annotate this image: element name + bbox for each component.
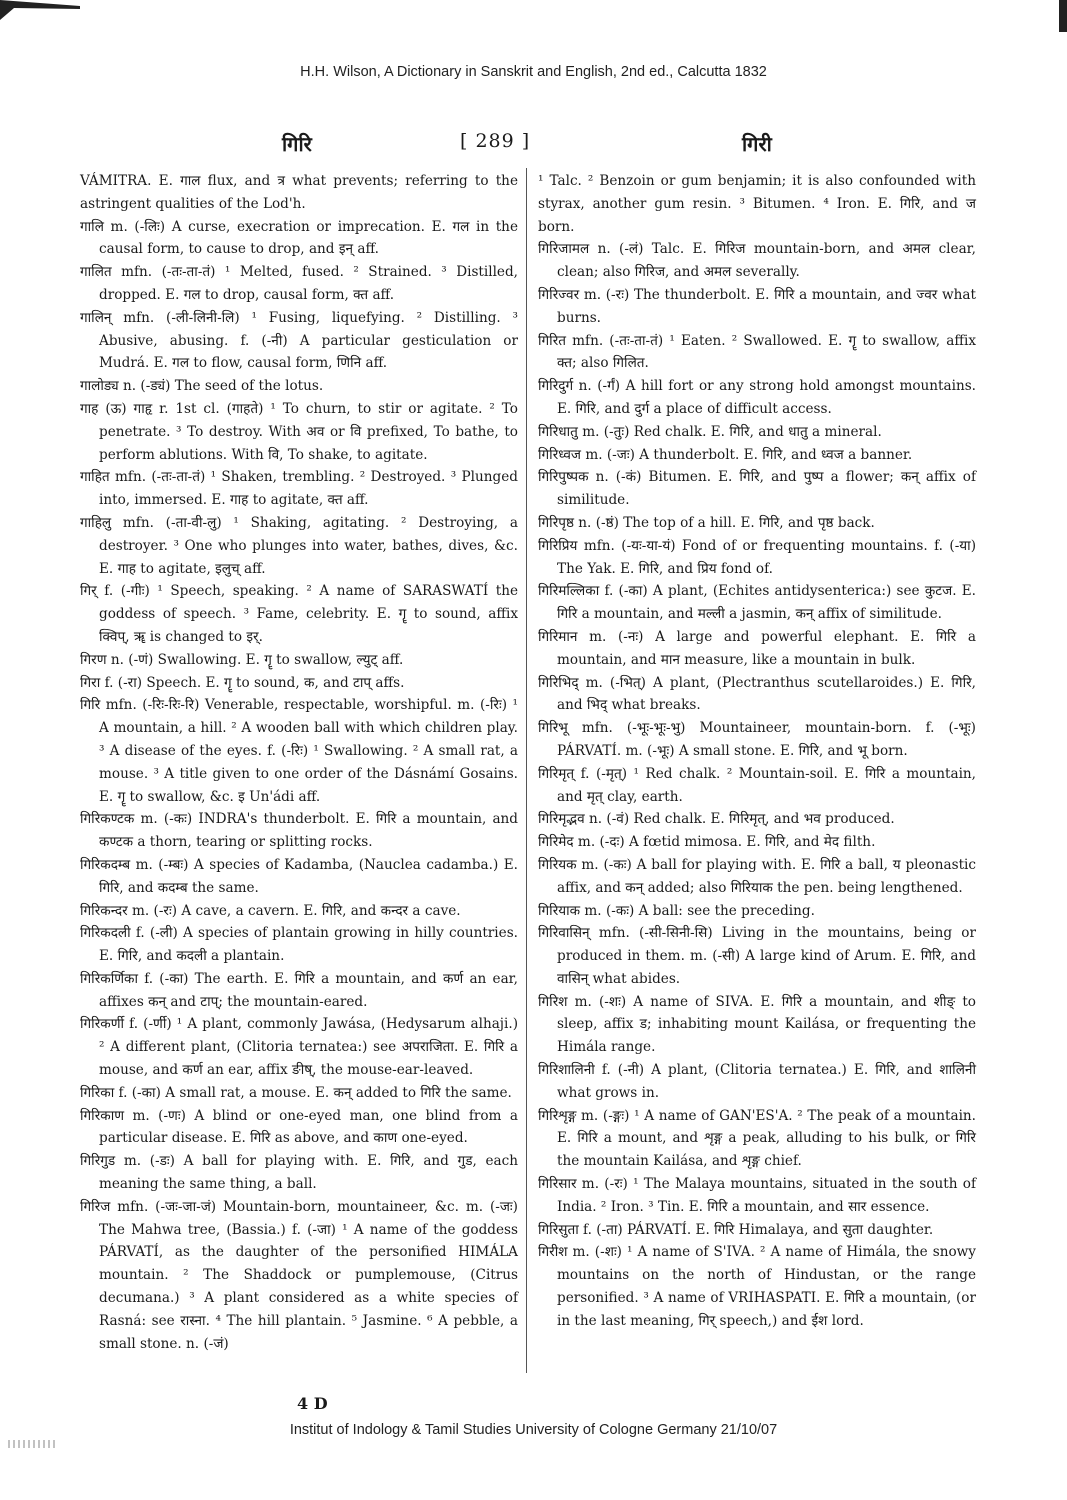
dictionary-entry: गिरिकाण m. (-णः) A blind or one-eyed man, one blind from a particular disease. E. गिरि as above, and काण one-eyed.	[80, 1107, 518, 1147]
dictionary-entry: गिरित mfn. (-तः-ता-तं) ¹ Eaten. ² Swallowed. E. गॄ to swallow, affix क्त; also गिलित.	[538, 332, 976, 372]
scan-smudge	[8, 1440, 58, 1448]
footer-citation: Institut of Indology & Tamil Studies University of Cologne Germany 21/10/07	[289, 1422, 778, 1438]
dictionary-entry: गिरिमेद m. (-दः) A fœtid mimosa. E. गिरि, and मेद filth.	[538, 834, 876, 851]
dictionary-entry: गिरिश m. (-शः) A name of SIVA. E. गिरि a mountain, and शीङ् to sleep, affix ड; inhabiting mount Kailása, or frequenting the Himála range.	[538, 993, 976, 1056]
dictionary-entry: गिरिध्वज m. (-जः) A thunderbolt. E. गिरि, and ध्वज a banner.	[538, 446, 913, 463]
scan-edge-mark	[1059, 0, 1067, 32]
dictionary-entry: गिरिमान m. (-नः) A large and powerful elephant. E. गिरि a mountain, and मान measure, like a mountain in bulk.	[538, 628, 976, 668]
dictionary-entry: गिरियाक m. (-कः) A ball: see the preceding.	[538, 902, 815, 919]
dictionary-entry: गिरिपुष्पक n. (-कं) Bitumen. E. गिरि, and पुष्प a flower; कन् affix of similitude.	[538, 469, 976, 509]
right-column	[538, 170, 976, 1333]
dictionary-entry: गिरिपृष्ठ n. (-ष्ठं) The top of a hill. E. गिरि, and पृष्ठ back.	[538, 514, 875, 531]
dictionary-entry: गिरिमृत् f. (-मृत्) ¹ Red chalk. ² Mountain-soil. E. गिरि a mountain, and मृत् clay, earth.	[538, 765, 976, 805]
dictionary-entry: गिरिमल्लिका f. (-का) A plant, (Echites antidysenterica:) see कुटज. E. गिरि a mountain, and मल्ली a jasmin, कन् affix of similitude.	[538, 583, 976, 623]
dictionary-entry: गिरिसुता f. (-ता) PÁRVATÍ. E. गिरि Himalaya, and सुता daughter.	[538, 1221, 934, 1238]
dictionary-entry: गिरि mfn. (-रिः-रिः-रि) Venerable, respectable, worshipful. m. (-रिः) ¹ A mountain, a hill. ² A wooden ball with which children play. ³ A disease of the eyes. f. (-रिः) ¹ Swallowing. ² A small rat, a mouse. ³ A title given to one order of the Dásnámí Gosains. E. गॄ to swallow, &c. इ Un'ádi aff.	[80, 697, 518, 805]
dictionary-entry: गिरिशालिनी f. (-नी) A plant, (Clitoria ternatea.) E. गिरि, and शालिनी what grows in.	[538, 1062, 976, 1101]
header-left-word: गिरि	[282, 132, 312, 156]
dictionary-entry: गिरिगुड m. (-डः) A ball for playing with. E. गिरि, and गुड, each meaning the same thing, a ball.	[80, 1153, 518, 1193]
source-citation: H.H. Wilson, A Dictionary in Sanskrit and English, 2nd ed., Calcutta 1832	[300, 64, 767, 80]
dictionary-entry: गिरिवासिन् mfn. (-सी-सिनी-सि) Living in the mountains, being or produced in them. m. (-सी) A large kind of Arum. E. गिरि, and वासिन् what abides.	[538, 925, 976, 987]
column-divider	[526, 168, 527, 1373]
dictionary-entry: गिरिकर्णिका f. (-का) The earth. E. गिरि a mountain, and कर्ण an ear, affixes कन् and टाप्; the mountain-eared.	[80, 970, 518, 1010]
dictionary-entry: गिरिकर्णी f. (-र्णी) ¹ A plant, commonly Jawása, (Hedysarum alhaji.) ² A different plant, (Clitoria ternatea:) see अपराजिता. E. गिरि a mouse, and कर्ण an ear, affix ङीष्, the mouse-ear-leaved.	[80, 1016, 518, 1079]
dictionary-entry: गिरिभू mfn. (-भूः-भूः-भु) Mountaineer, mountain-born. f. (-भूः) PÁRVATÍ. m. (-भूः) A small stone. E. गिरि, and भू born.	[538, 720, 976, 759]
dictionary-entry: गाह (ऊ) गाहृ r. 1st cl. (गाहते) ¹ To churn, to stir or agitate. ² To penetrate. ³ To destroy. With अव or वि prefixed, To bathe, to perform ablutions. With वि, To shake, to agitate.	[80, 400, 518, 463]
dictionary-entry: गिरिकदम्ब m. (-म्बः) A species of Kadamba, (Nauclea cadamba.) E. गिरि, and कदम्ब the same.	[80, 856, 518, 896]
dictionary-entry: ¹ Talc. ² Benzoin or gum benjamin; it is also confounded with styrax, another gum resin. ³ Bitumen. ⁴ Iron. E. गिरि, and ज born.	[538, 173, 976, 235]
dictionary-entry: गिरिज्वर m. (-रः) The thunderbolt. E. गिरि a mountain, and ज्वर what burns.	[538, 286, 976, 326]
dictionary-entry: गाहिलु mfn. (-ता-वी-लु) ¹ Shaking, agitating. ² Destroying, a destroyer. ³ One who plunges into water, bathes, dives, &c. E. गाह to agitate, इलुच् aff.	[80, 514, 518, 577]
dictionary-entry: गालित mfn. (-तः-ता-तं) ¹ Melted, fused. ² Strained. ³ Distilled, dropped. E. गल to drop, causal form, क्त aff.	[80, 264, 518, 303]
dictionary-entry: गिरिधातु m. (-तुः) Red chalk. E. गिरि, and धातु a mineral.	[538, 423, 882, 440]
dictionary-entry: गाहित mfn. (-तः-ता-तं) ¹ Shaken, trembling. ² Destroyed. ³ Plunged into, immersed. E. गाह to agitate, क्त aff.	[80, 469, 518, 509]
dictionary-entry: गिरिकण्टक m. (-कः) INDRA's thunderbolt. E. गिरि a mountain, and कण्टक a thorn, tearing or splitting rocks.	[80, 811, 518, 851]
dictionary-entry: गिरिसार m. (-रः) ¹ The Malaya mountains, situated in the south of India. ² Iron. ³ Tin. E. गिरि a mountain, and सार essence.	[538, 1176, 976, 1215]
dictionary-entry: गिरिदुर्ग n. (-र्गं) A hill fort or any strong hold amongst mountains. E. गिरि, and दुर्ग a place of difficult access.	[538, 378, 976, 417]
dictionary-entry: गिरियक m. (-कः) A ball for playing with. E. गिरि a ball, य pleonastic affix, and कन् added; also गिरियाक the pen. being lengthened.	[538, 856, 976, 896]
dictionary-entry: गिरिप्रिय mfn. (-यः-या-यं) Fond of or frequenting mountains. f. (-या) The Yak. E. गिरि, and प्रिय fond of.	[538, 537, 976, 577]
dictionary-entry: गिरिज mfn. (-जः-जा-जं) Mountain-born, mountaineer, &c. m. (-जः) The Mahwa tree, (Bassia.) f. (-जा) ¹ A name of the goddess PÁRVATÍ, as the daughter of the personified HIMÁLA mountain. ² The Shaddock or pumplemouse, (Citrus decumana.) ³ A plant considered as a white species of Rasná: see रास्ना. ⁴ The hill plantain. ⁵ Jasmine. ⁶ A pebble, a small stone. n. (-जं)	[80, 1198, 518, 1352]
dictionary-entry: गालिन् mfn. (-ली-लिनी-लि) ¹ Fusing, liquefying. ² Distilling. ³ Abusive, abusing. f. (-नी) A particular gesticulation or Mudrá. E. गल to flow, causal form, णिनि aff.	[80, 309, 518, 372]
scan-corner-mark	[0, 0, 80, 22]
dictionary-entry: गिरिभिद् m. (-भित्) A plant, (Plectranthus scutellaroides.) E. गिरि, and भिद् what breaks.	[538, 674, 976, 714]
dictionary-entry: गिरिशृङ्ग m. (-ङ्गः) ¹ A name of GAN'ES'A. ² The peak of a mountain. E. गिरि a mount, and शृङ्ग a peak, alluding to his bulk, or गिरि the mountain Kailása, and शृङ्ग chief.	[538, 1107, 977, 1170]
dictionary-entry: गिरिमृद्भव n. (-वं) Red chalk. E. गिरिमृत्, and भव produced.	[538, 811, 895, 828]
page-number: [ 289 ]	[460, 130, 531, 152]
dictionary-entry: गिरिका f. (-का) A small rat, a mouse. E. कन् added to गिरि the same.	[80, 1084, 512, 1101]
left-column	[80, 170, 518, 1355]
dictionary-entry: गिरण n. (-णं) Swallowing. E. गॄ to swallow, ल्युट् aff.	[80, 651, 404, 668]
dictionary-entry: गिरा f. (-रा) Speech. E. गॄ to sound, क, and टाप् affs.	[80, 674, 405, 691]
dictionary-entry: गिर् f. (-गीः) ¹ Speech, speaking. ² A name of SARASWATÍ the goddess of speech. ³ Fame, celebrity. E. गॄ to sound, affix क्विप्, ॠ is changed to इर्.	[80, 583, 518, 645]
dictionary-entry: गालि m. (-लिः) A curse, execration or imprecation. E. गल in the causal form, to cause to drop, and इन् aff.	[80, 218, 518, 258]
dictionary-entry: गिरिकदली f. (-ली) A species of plantain growing in hilly countries. E. गिरि, and कदली a plantain.	[80, 925, 518, 965]
dictionary-entry: गिरिजामल n. (-लं) Talc. E. गिरिज mountain-born, and अमल clear, clean; also गिरिज, and अमल severally.	[538, 241, 976, 281]
header-right-word: गिरी	[742, 132, 772, 156]
dictionary-entry: गालोड्य n. (-ड्यं) The seed of the lotus.	[80, 378, 324, 395]
dictionary-entry: VÁMITRA. E. गाल flux, and त्र what prevents; referring to the astringent qualities of the Lod'h.	[80, 173, 518, 212]
signature-mark: 4 D	[297, 1394, 328, 1413]
dictionary-entry: गिरीश m. (-शः) ¹ A name of S'IVA. ² A name of Himála, the snowy mountains on the north of Hindustan, or the range personified. ³ A name of VRIHASPATI. E. गिरि a mountain, (or in the last meaning, गिर् speech,) and ईश lord.	[538, 1244, 976, 1329]
dictionary-entry: गिरिकन्दर m. (-रः) A cave, a cavern. E. गिरि, and कन्दर a cave.	[80, 902, 461, 919]
